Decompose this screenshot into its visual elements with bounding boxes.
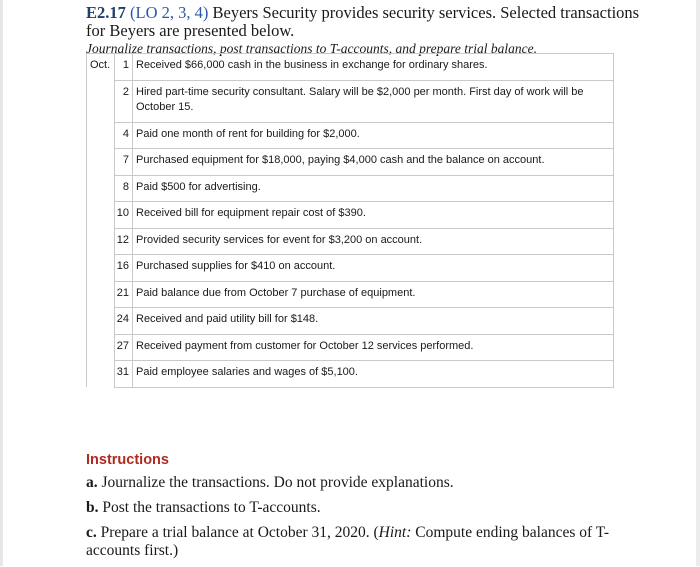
month-cell-empty [87,122,115,149]
description-cell: Received and paid utility bill for $148. [133,308,614,335]
description-cell: Paid $500 for advertising. [133,175,614,202]
table-row [87,175,614,202]
table-row [87,149,614,176]
instruction-text: Post the transactions to T-accounts. [102,499,321,516]
exercise-title [86,4,646,40]
day-cell: 2 [115,80,133,122]
instruction-text: Prepare a trial balance at October 31, 2020. ( [100,524,379,541]
instructions-heading: Instructions [86,452,169,468]
instruction-hint-label: Hint: [378,524,412,541]
exercise-code: E2.17 [86,3,126,22]
month-cell-empty [87,281,115,308]
description-cell: Received payment from customer for October 12 services performed. [133,334,614,361]
table-row [87,54,614,81]
description-cell: Purchased equipment for $18,000, paying $4,000 cash and the balance on account. [133,149,614,176]
month-cell-empty [87,308,115,335]
day-cell: 10 [115,202,133,229]
day-cell: 4 [115,122,133,149]
month-cell-empty [87,361,115,388]
day-cell: 24 [115,308,133,335]
instruction-text: Journalize the transactions. Do not provide explanations. [101,474,454,491]
table-row [87,228,614,255]
description-cell: Paid balance due from October 7 purchase of equipment. [133,281,614,308]
description-cell: Received bill for equipment repair cost of $390. [133,202,614,229]
table-row [87,281,614,308]
table-row [87,122,614,149]
description-cell: Hired part-time security consultant. Salary will be $2,000 per month. First day of work will be October 15. [133,80,614,122]
exercise-subtitle: Journalize transactions, post transactions to T-accounts, and prepare trial balance. [86,41,537,56]
table-row [87,255,614,282]
instruction-item-a [86,474,646,492]
day-cell: 31 [115,361,133,388]
instruction-letter: a. [86,474,98,491]
description-cell: Paid employee salaries and wages of $5,100. [133,361,614,388]
table-row [87,361,614,388]
description-cell: Received $66,000 cash in the business in exchange for ordinary shares. [133,54,614,81]
learning-objectives: (LO 2, 3, 4) [130,3,209,22]
description-cell: Provided security services for event for $3,200 on account. [133,228,614,255]
month-cell-empty [87,202,115,229]
exercise-title-text: Beyers Security provides security services. Selected transactions for Beyers are presented below. [86,3,640,40]
day-cell: 12 [115,228,133,255]
month-cell: Oct. [87,54,115,81]
instruction-item-c [86,524,646,560]
month-cell-empty [87,228,115,255]
instruction-item-b [86,499,646,517]
description-cell: Paid one month of rent for building for $2,000. [133,122,614,149]
table-row [87,80,614,122]
left-edge-shade [0,0,3,566]
description-cell: Purchased supplies for $410 on account. [133,255,614,282]
instruction-letter: b. [86,499,99,516]
day-cell: 21 [115,281,133,308]
month-cell-empty [87,149,115,176]
month-cell-empty [87,80,115,122]
day-cell: 16 [115,255,133,282]
day-cell: 8 [115,175,133,202]
table-row [87,334,614,361]
day-cell: 27 [115,334,133,361]
month-cell-empty [87,255,115,282]
month-cell-empty [87,334,115,361]
right-edge-shade [696,0,700,566]
table-row [87,202,614,229]
table-row [87,308,614,335]
transactions-table [86,53,614,388]
instruction-letter: c. [86,524,97,541]
day-cell: 1 [115,54,133,81]
month-cell-empty [87,175,115,202]
instructions-section [86,452,646,567]
instruction-hint-text: Compute ending balances of T-accounts first.) [86,524,609,559]
day-cell: 7 [115,149,133,176]
exercise-header [86,4,646,57]
